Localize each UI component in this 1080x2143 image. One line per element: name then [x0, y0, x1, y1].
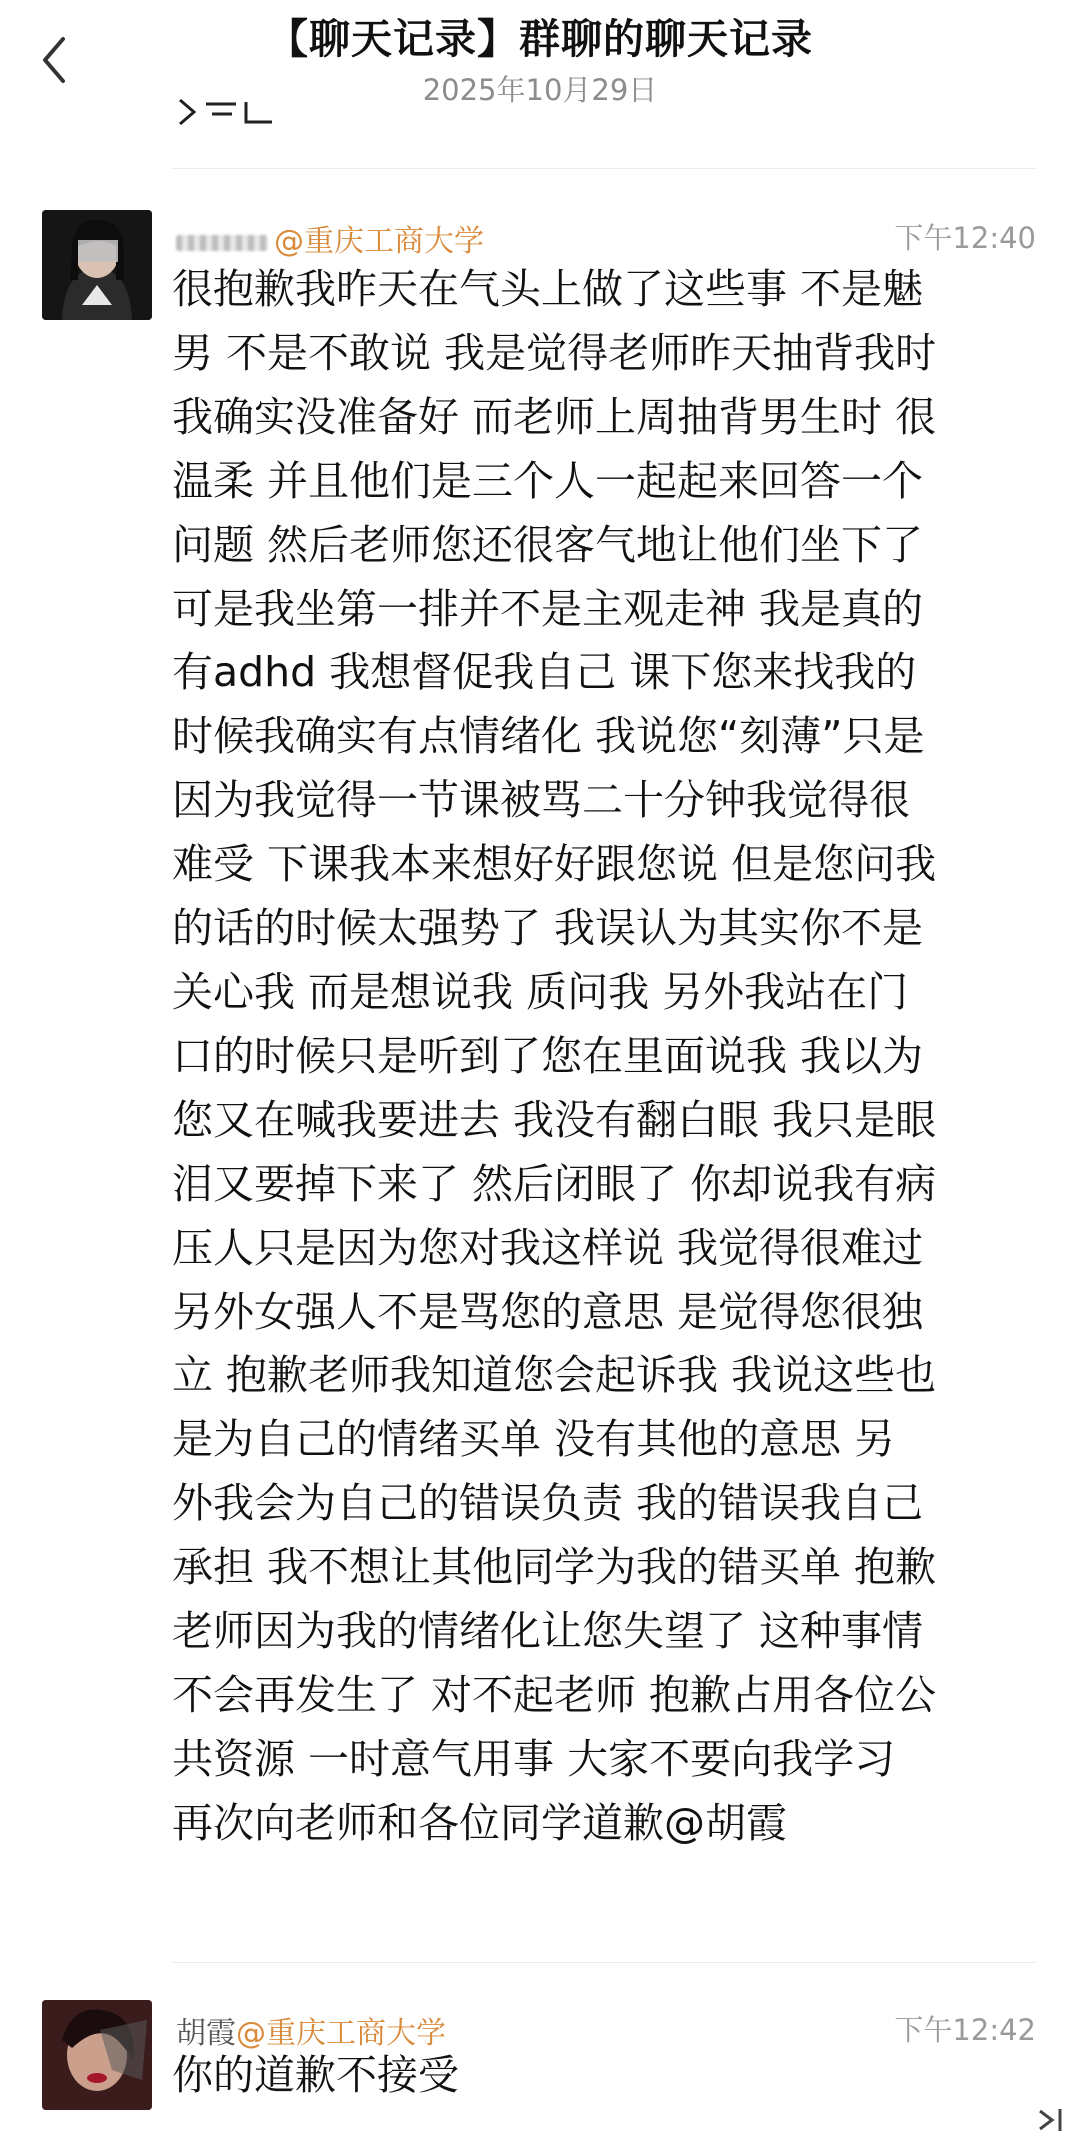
page-title: 【聊天记录】群聊的聊天记录 [267, 15, 813, 63]
divider [172, 1962, 1036, 1963]
message-text [172, 258, 1032, 1856]
message-line: 很抱歉我昨天在气头上做了这些事 不是魅 [172, 265, 924, 313]
divider [172, 168, 1036, 169]
message-line: 泪又要掉下来了 然后闭眼了 你却说我有病 [172, 1159, 937, 1208]
message-line: 有adhd 我想督促我自己 课下您来找我的 [172, 648, 917, 697]
message-line: 另外女强人不是骂您的意思 是觉得您很独 [172, 1287, 924, 1336]
message-time: 下午12:40 [894, 221, 1036, 255]
message-line: 因为我觉得一节课被骂二十分钟我觉得很 [172, 776, 910, 825]
message-line: 温柔 并且他们是三个人一起起来回答一个 [172, 456, 924, 505]
sender-org: @重庆工商大学 [236, 2016, 446, 2051]
message-line: 您又在喊我要进去 我没有翻白眼 我只是眼 [172, 1095, 937, 1144]
avatar[interactable] [42, 2000, 152, 2110]
more-arrow-icon[interactable] [1034, 2105, 1072, 2135]
message-time: 下午12:42 [894, 2013, 1036, 2047]
avatar[interactable] [42, 210, 152, 320]
message-line: 我确实没准备好 而老师上周抽背男生时 很 [172, 392, 937, 441]
chat-date: 2025年10月29日 [422, 73, 658, 107]
top-bar [0, 0, 1080, 120]
message-line: 问题 然后老师您还很客气地让他们坐下了 [172, 520, 924, 569]
clipped-text-fragment [176, 98, 296, 126]
avatar-photo [42, 210, 152, 320]
avatar-photo [42, 2000, 152, 2110]
sender-name: 胡霞 [176, 2016, 236, 2051]
message-line: 老师因为我的情绪化让您失望了 这种事情 [172, 1607, 924, 1656]
message-text [172, 2044, 1032, 2108]
message-line: 关心我 而是想说我 质问我 另外我站在门 [172, 967, 909, 1016]
previous-message-fragment [176, 98, 296, 126]
sender-org: @重庆工商大学 [274, 224, 484, 259]
message-line: 外我会为自己的错误负责 我的错误我自己 [172, 1479, 924, 1528]
message-line: 不会再发生了 对不起老师 抱歉占用各位公 [172, 1670, 937, 1719]
message-line: 压人只是因为您对我这样说 我觉得很难过 [172, 1223, 924, 1272]
message-line: 男 不是不敢说 我是觉得老师昨天抽背我时 [172, 328, 937, 377]
message-line: 可是我坐第一排并不是主观走神 我是真的 [172, 584, 924, 633]
message-line: 是为自己的情绪买单 没有其他的意思 另 [172, 1415, 896, 1464]
message-header [176, 216, 1036, 259]
message-line: 立 抱歉老师我知道您会起诉我 我说这些也 [172, 1351, 937, 1400]
sender-label[interactable] [176, 216, 484, 260]
blurred-sender-name [176, 235, 268, 251]
message-line: 共资源 一时意气用事 大家不要向我学习 [172, 1734, 896, 1783]
message-line: 你的道歉不接受 [172, 2051, 459, 2099]
message-line: 难受 下课我本来想好好跟您说 但是您问我 [172, 840, 937, 889]
message-line: 的话的时候太强势了 我误认为其实你不是 [172, 904, 924, 953]
message-header [176, 2008, 1036, 2051]
message-line: 再次向老师和各位同学道歉@胡霞 [172, 1798, 787, 1847]
message-line: 承担 我不想让其他同学为我的错买单 抱歉 [172, 1543, 937, 1592]
message-line: 口的时候只是听到了您在里面说我 我以为 [172, 1031, 924, 1080]
message-line: 时候我确实有点情绪化 我说您“刻薄”只是 [172, 712, 925, 761]
